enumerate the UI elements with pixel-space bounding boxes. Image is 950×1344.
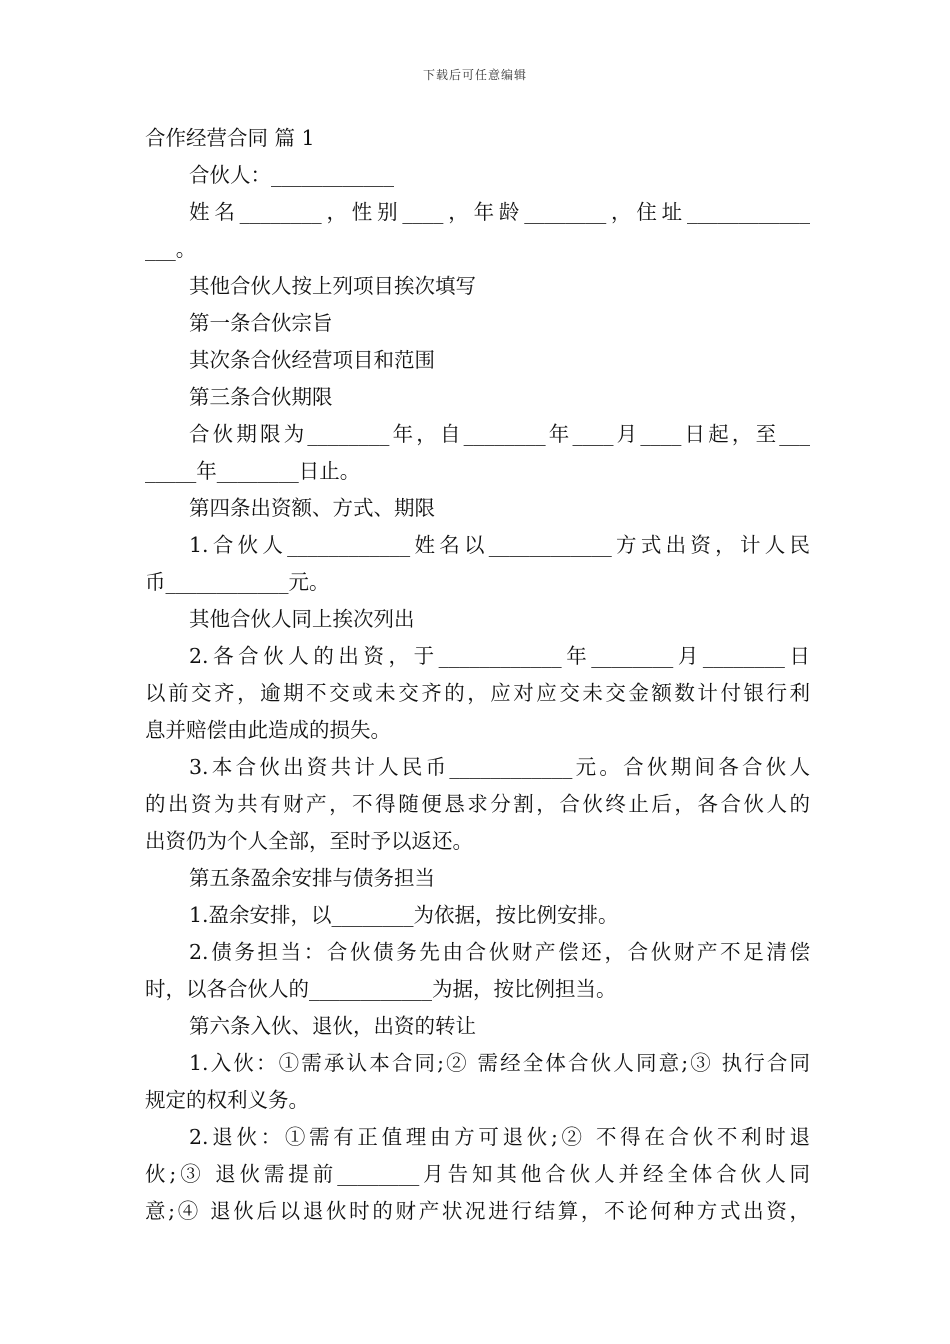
article-heading: 第六条入伙、退伙，出资的转让 bbox=[189, 1014, 476, 1038]
document-body bbox=[145, 120, 810, 1230]
paragraph-line: 意;④ 退伙后以退伙时的财产状况进行结算，不论何种方式出资， bbox=[145, 1199, 810, 1223]
paragraph-line: 2.退伙：①需有正值理由方可退伙;② 不得在合伙不利时退 bbox=[189, 1125, 810, 1149]
paragraph-line: 出资仍为个人全部，至时予以返还。 bbox=[145, 829, 473, 853]
paragraph-line: 其他合伙人按上列项目挨次填写 bbox=[189, 274, 476, 298]
article-heading: 第四条出资额、方式、期限 bbox=[189, 496, 435, 520]
paragraph-line: 1.入伙：①需承认本合同;② 需经全体合伙人同意;③ 执行合同 bbox=[189, 1051, 810, 1075]
paragraph-line: 1.合伙人____________姓名以____________方式出资，计人民 bbox=[189, 533, 810, 557]
paragraph-line: 时，以各合伙人的____________为据，按比例担当。 bbox=[145, 977, 617, 1001]
paragraph-line: 2.债务担当：合伙债务先由合伙财产偿还，合伙财产不足清偿 bbox=[189, 940, 810, 964]
paragraph-line: 的出资为共有财产，不得随便恳求分割，合伙终止后，各合伙人的 bbox=[145, 792, 810, 816]
paragraph-line: 1.盈余安排，以________为依据，按比例安排。 bbox=[189, 903, 619, 927]
partner-line: 合伙人：____________ bbox=[189, 163, 394, 187]
paragraph-line: 息并赔偿由此造成的损失。 bbox=[145, 718, 391, 742]
document-title: 合作经营合同 篇 1 bbox=[145, 126, 315, 150]
paragraph-line: 其他合伙人同上挨次列出 bbox=[189, 607, 415, 631]
paragraph-line: 伙;③ 退伙需提前________月告知其他合伙人并经全体合伙人同 bbox=[145, 1162, 810, 1186]
partner-info-line: 姓名________，性别____，年龄________，住址____________ bbox=[189, 200, 810, 224]
paragraph-line: 规定的权利义务。 bbox=[145, 1088, 309, 1112]
article-heading: 第一条合伙宗旨 bbox=[189, 311, 333, 335]
article-heading: 第三条合伙期限 bbox=[189, 385, 333, 409]
paragraph-line: _____年________日止。 bbox=[145, 459, 361, 483]
paragraph-line: 2.各合伙人的出资，于____________年________月________日 bbox=[189, 644, 810, 668]
article-heading: 第五条盈余安排与债务担当 bbox=[189, 866, 435, 890]
paragraph-line: 以前交齐，逾期不交或未交齐的，应对应交未交金额数计付银行利 bbox=[145, 681, 810, 705]
paragraph-line: 合伙期限为________年，自________年____月____日起，至___ bbox=[189, 422, 810, 446]
article-heading: 其次条合伙经营项目和范围 bbox=[189, 348, 435, 372]
page-header-note: 下载后可任意编辑 bbox=[422, 68, 527, 82]
partner-info-continued: ___。 bbox=[145, 237, 197, 261]
paragraph-line: 币____________元。 bbox=[145, 570, 330, 594]
paragraph-line: 3.本合伙出资共计人民币____________元。合伙期间各合伙人 bbox=[189, 755, 810, 779]
